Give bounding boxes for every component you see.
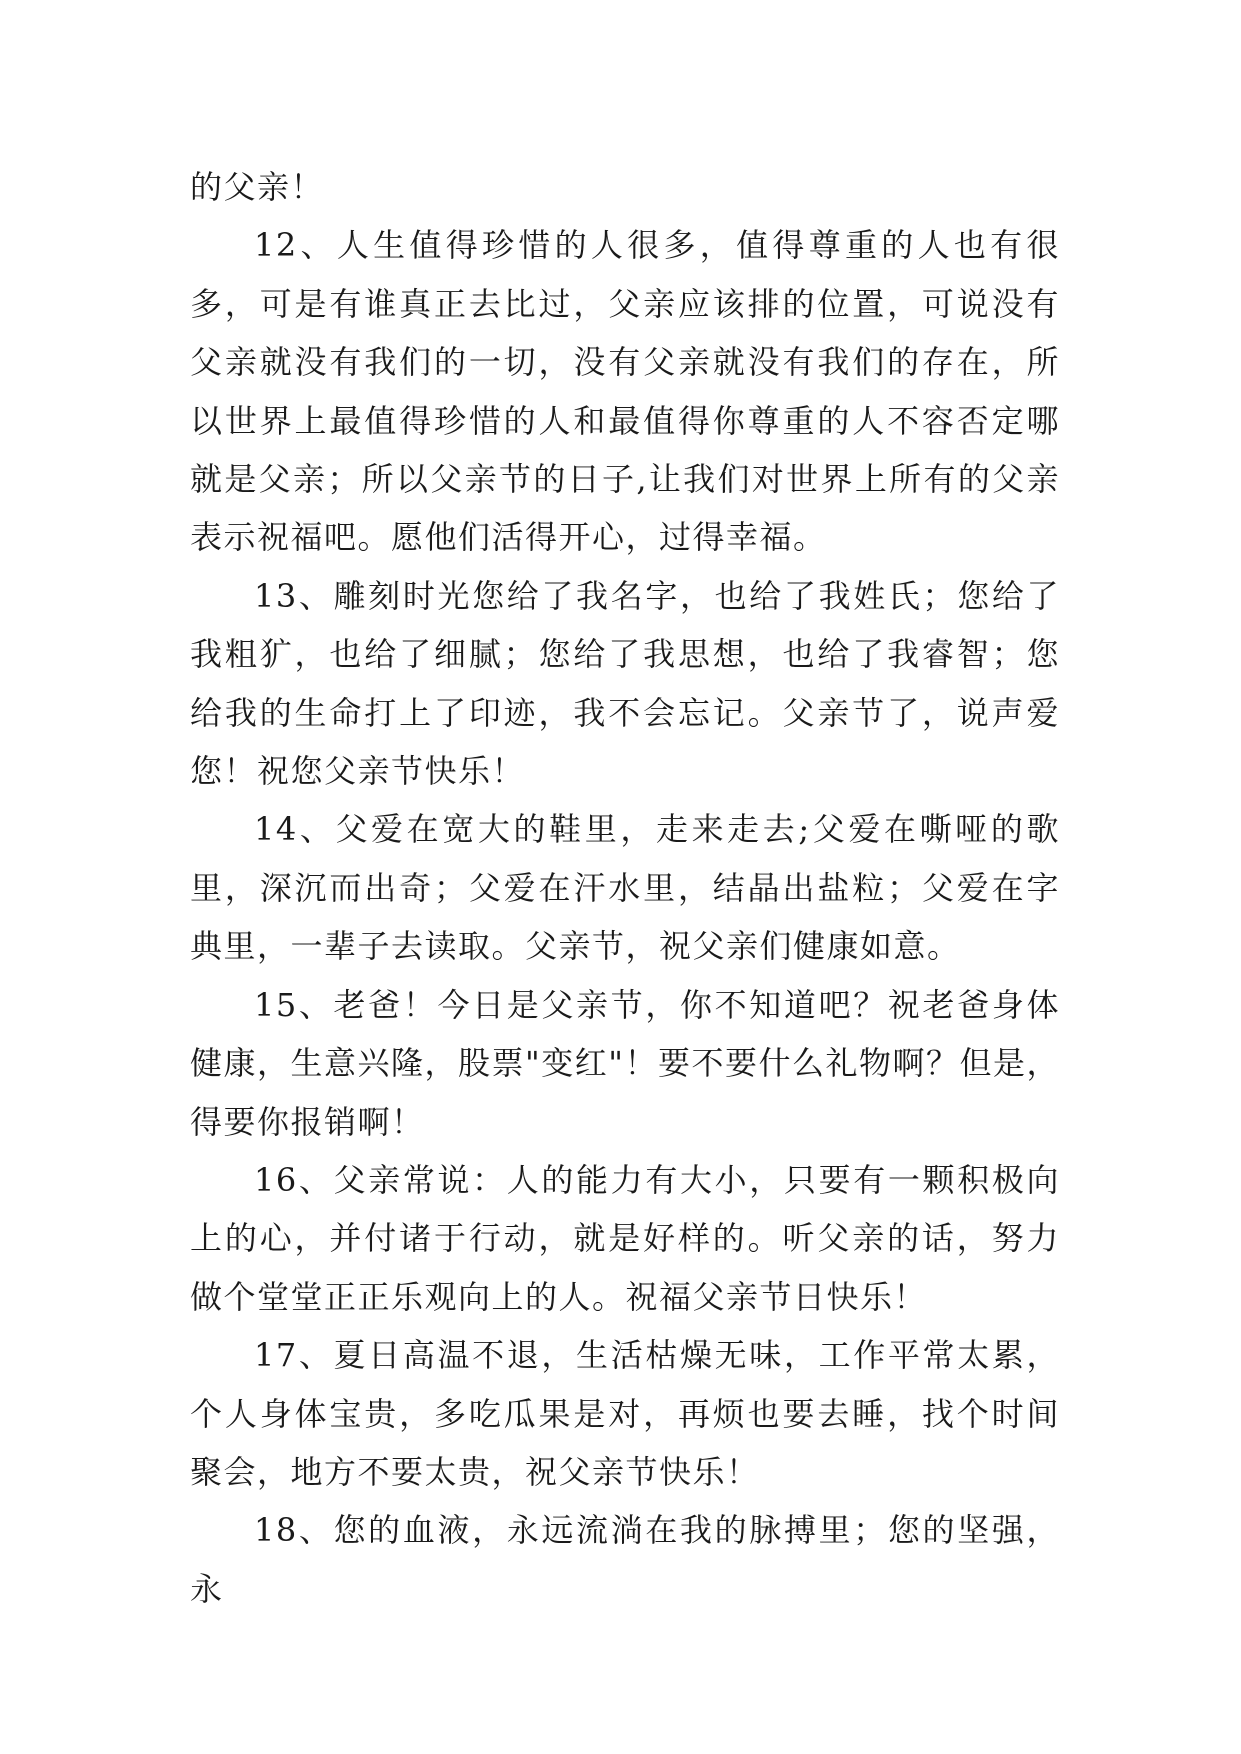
paragraph-15: 15、老爸！今日是父亲节，你不知道吧？祝老爸身体健康，生意兴隆，股票"变红"！要不要什么礼物啊？但是，得要你报销啊！ [190, 985, 1060, 1141]
paragraph-continuation: 的父亲！ [190, 168, 325, 206]
paragraph-12: 12、人生值得珍惜的人很多，值得尊重的人也有很多，可是有谁真正去比过，父亲应该排的位置，可说没有父亲就没有我们的一切，没有父亲就没有我们的存在，所以世界上最值得珍惜的人和最值得你尊重的人不容否定哪就是父亲；所以父亲节的日子,让我们对世界上所有的父亲表示祝福吧。愿他们活得开心，过得幸福。 [190, 226, 1060, 557]
paragraph-14: 14、父爱在宽大的鞋里，走来走去;父爱在嘶哑的歌里，深沉而出奇；父爱在汗水里，结晶出盐粒；父爱在字典里，一辈子去读取。父亲节，祝父亲们健康如意。 [190, 810, 1060, 966]
paragraph-16: 16、父亲常说：人的能力有大小，只要有一颗积极向上的心，并付诸于行动，就是好样的。听父亲的话，努力做个堂堂正正乐观向上的人。祝福父亲节日快乐！ [190, 1160, 1060, 1316]
paragraph-17: 17、夏日高温不退，生活枯燥无味，工作平常太累，个人身体宝贵，多吃瓜果是对，再烦也要去睡，找个时间聚会，地方不要太贵，祝父亲节快乐！ [190, 1336, 1060, 1491]
document-body [190, 158, 1060, 1618]
paragraph-13: 13、雕刻时光您给了我名字，也给了我姓氏；您给了我粗犷，也给了细腻；您给了我思想，也给了我睿智；您给我的生命打上了印迹，我不会忘记。父亲节了，说声爱您！祝您父亲节快乐！ [190, 576, 1060, 791]
paragraph-18: 18、您的血液，永远流淌在我的脉搏里；您的坚强，永 [190, 1511, 1060, 1608]
